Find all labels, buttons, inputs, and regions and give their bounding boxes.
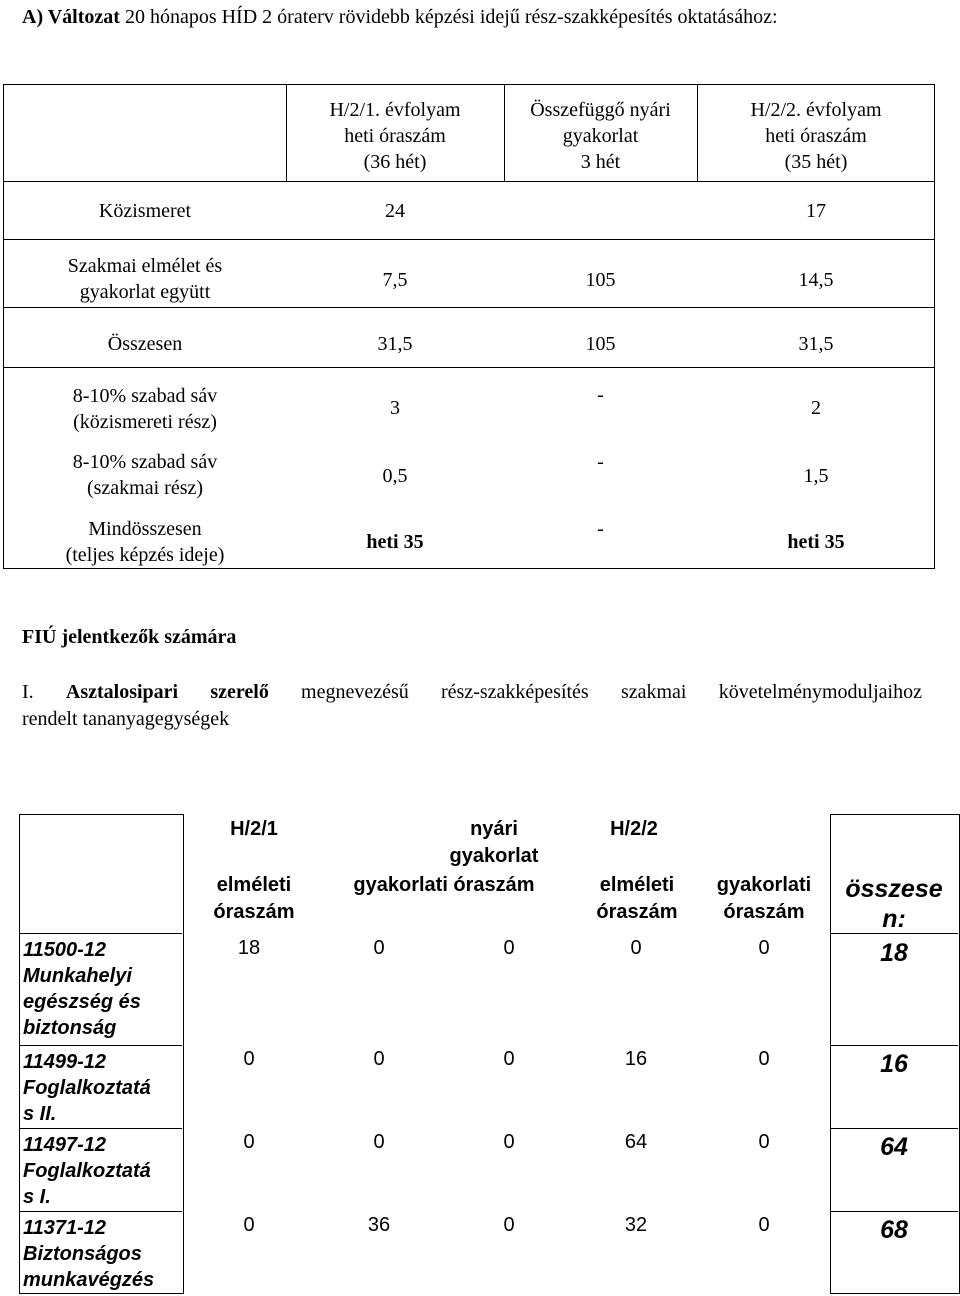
subheader-h22-gyakorlati: gyakorlati óraszám bbox=[716, 874, 812, 923]
row-label: 8-10% szabad sáv (közismereti rész) bbox=[72, 385, 218, 433]
header-h21: H/2/1 bbox=[230, 818, 278, 840]
cell-value: 0 bbox=[758, 937, 770, 959]
cell-nyari: 105 bbox=[585, 269, 616, 291]
cell-value: 0 bbox=[758, 1048, 770, 1070]
row-label: Közismeret bbox=[98, 200, 192, 222]
cell-nyari: - bbox=[597, 518, 604, 540]
cell-h21: 24 bbox=[385, 200, 405, 222]
cell-value: 0 bbox=[503, 1048, 515, 1070]
subheader-total: összese n: bbox=[845, 875, 943, 933]
cell-nyari: 105 bbox=[585, 333, 616, 355]
cell-nyari: - bbox=[597, 384, 604, 406]
module-name: 11371-12 Biztonságos munkavégzés bbox=[23, 1217, 155, 1291]
cell-value: 64 bbox=[624, 1131, 648, 1153]
cell-value: 36 bbox=[367, 1214, 391, 1236]
hours-table bbox=[3, 84, 935, 569]
cell-value: 0 bbox=[758, 1214, 770, 1236]
cell-value: 0 bbox=[243, 1214, 255, 1236]
subheader-h22-elmeleti: elméleti óraszám bbox=[596, 874, 678, 923]
cell-h22: 2 bbox=[811, 397, 821, 419]
grid-line bbox=[4, 367, 934, 368]
cell-h22: 1,5 bbox=[803, 465, 829, 487]
section-description: I. Asztalosipari szerelő megnevezésű rész-szakképesítés szakmai követelménymoduljaihoz rendelt tananyagegységek bbox=[22, 681, 922, 730]
row-total: 64 bbox=[880, 1133, 908, 1161]
heading-text: 20 hónapos HÍD 2 óraterv rövidebb képzési idejű rész-szakképesítés oktatásához: bbox=[119, 6, 778, 28]
header-h21: H/2/1. évfolyam heti óraszám (36 hét) bbox=[329, 99, 461, 173]
cell-value: 32 bbox=[624, 1214, 648, 1236]
row-total: 16 bbox=[880, 1050, 908, 1078]
row-label: Összesen bbox=[107, 333, 183, 355]
grid-line bbox=[20, 1211, 182, 1212]
module-name: 11500-12 Munkahelyi egészség és biztonság bbox=[23, 939, 141, 1039]
cell-h22: heti 35 bbox=[787, 531, 845, 553]
header-nyari: nyári gyakorlat bbox=[449, 818, 539, 867]
modules-table bbox=[19, 814, 959, 1294]
cell-value: 0 bbox=[373, 1131, 385, 1153]
cell-value: 0 bbox=[630, 937, 642, 959]
cell-h22: 17 bbox=[806, 200, 826, 222]
subheader-h21-elmeleti: elméleti óraszám bbox=[213, 874, 295, 923]
cell-value: 0 bbox=[503, 1214, 515, 1236]
cell-h21: 7,5 bbox=[382, 269, 408, 291]
grid-line bbox=[831, 1211, 958, 1212]
grid-line bbox=[20, 1128, 182, 1129]
cell-value: 18 bbox=[237, 937, 261, 959]
heading-variant: A) Változat bbox=[22, 6, 120, 28]
row-total: 68 bbox=[880, 1216, 908, 1244]
grid-line bbox=[831, 933, 958, 934]
grid-line bbox=[4, 307, 934, 308]
row-total: 18 bbox=[880, 939, 908, 967]
grid-line bbox=[831, 1045, 958, 1046]
grid-line bbox=[831, 1128, 958, 1129]
cell-value: 0 bbox=[503, 1131, 515, 1153]
cell-value: 16 bbox=[624, 1048, 648, 1070]
cell-value: 0 bbox=[243, 1048, 255, 1070]
subheader-nyari-gyakorlati: gyakorlati óraszám bbox=[353, 874, 535, 896]
cell-h22: 31,5 bbox=[798, 333, 834, 355]
header-h22: H/2/2. évfolyam heti óraszám (35 hét) bbox=[750, 99, 882, 173]
header-h22: H/2/2 bbox=[610, 818, 658, 840]
cell-h21: 3 bbox=[390, 397, 400, 419]
cell-nyari: - bbox=[597, 451, 604, 473]
row-label: Szakmai elmélet és gyakorlat együtt bbox=[67, 255, 223, 303]
cell-h21: 0,5 bbox=[382, 465, 408, 487]
grid-line bbox=[4, 181, 934, 182]
cell-value: 0 bbox=[758, 1131, 770, 1153]
cell-h21: 31,5 bbox=[377, 333, 413, 355]
document-heading bbox=[22, 6, 778, 29]
row-label: Mindösszesen (teljes képzés ideje) bbox=[65, 518, 225, 566]
cell-value: 0 bbox=[503, 937, 515, 959]
cell-value: 0 bbox=[373, 937, 385, 959]
cell-h21: heti 35 bbox=[366, 531, 424, 553]
grid-line bbox=[20, 933, 182, 934]
grid-line bbox=[20, 1045, 182, 1046]
cell-value: 0 bbox=[373, 1048, 385, 1070]
module-name: 11497-12 Foglalkoztatá s I. bbox=[23, 1134, 151, 1208]
cell-value: 0 bbox=[243, 1131, 255, 1153]
header-nyari: Összefüggő nyári gyakorlat 3 hét bbox=[530, 99, 671, 173]
cell-h22: 14,5 bbox=[798, 269, 834, 291]
module-name: 11499-12 Foglalkoztatá s II. bbox=[23, 1051, 151, 1125]
grid-line bbox=[4, 239, 934, 240]
section-title: FIÚ jelentkezők számára bbox=[22, 626, 237, 648]
row-label: 8-10% szabad sáv (szakmai rész) bbox=[72, 451, 218, 499]
qualification-name: Asztalosipari szerelő bbox=[65, 681, 269, 703]
